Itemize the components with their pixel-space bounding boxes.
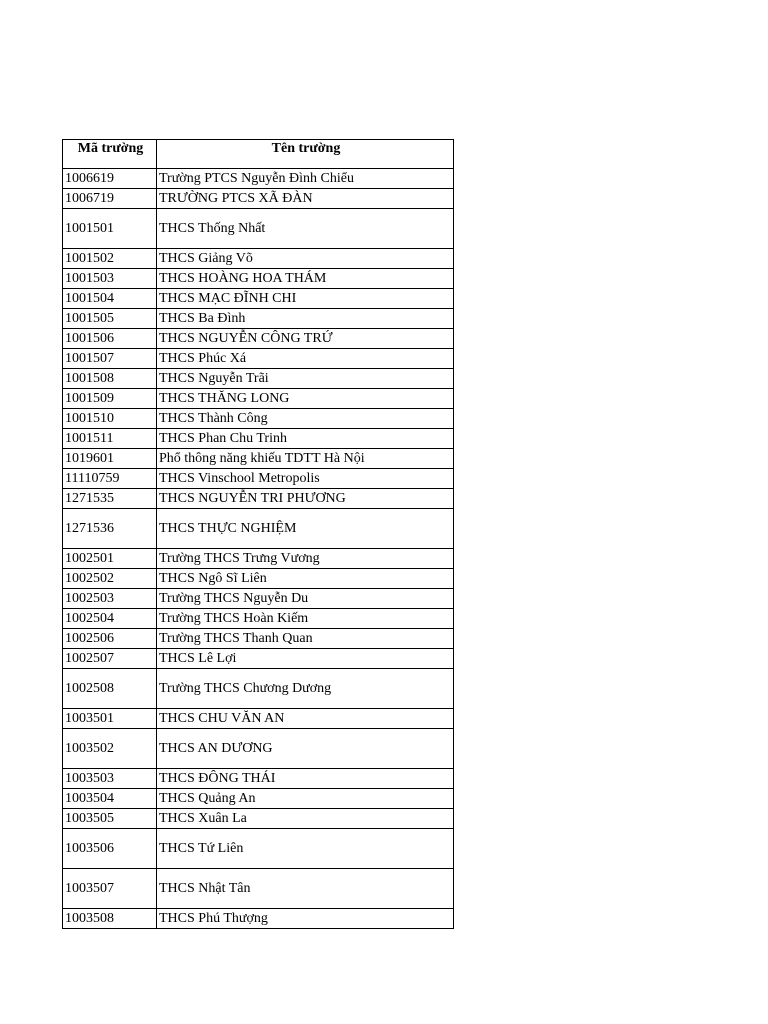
school-code-cell: 1006619 bbox=[63, 169, 157, 189]
school-name-cell: THCS Giảng Võ bbox=[157, 249, 454, 269]
school-code-cell: 1001509 bbox=[63, 389, 157, 409]
school-code-cell: 1003503 bbox=[63, 769, 157, 789]
school-name-cell: THCS Tứ Liên bbox=[157, 829, 454, 869]
school-name-cell: Trường PTCS Nguyễn Đình Chiểu bbox=[157, 169, 454, 189]
school-code-cell: 1002504 bbox=[63, 609, 157, 629]
school-code-cell: 1003502 bbox=[63, 729, 157, 769]
school-name-cell: THCS Thống Nhất bbox=[157, 209, 454, 249]
school-name-cell: THCS Phan Chu Trinh bbox=[157, 429, 454, 449]
table-row bbox=[63, 509, 454, 549]
table-row bbox=[63, 569, 454, 589]
table-row bbox=[63, 789, 454, 809]
table-body bbox=[63, 169, 454, 929]
table-row bbox=[63, 449, 454, 469]
table-row bbox=[63, 369, 454, 389]
school-code-cell: 1001504 bbox=[63, 289, 157, 309]
school-code-cell: 1001502 bbox=[63, 249, 157, 269]
school-code-cell: 1001501 bbox=[63, 209, 157, 249]
school-code-cell: 1002502 bbox=[63, 569, 157, 589]
school-name-cell: Phổ thông năng khiếu TDTT Hà Nội bbox=[157, 449, 454, 469]
table-header-row bbox=[63, 140, 454, 169]
school-code-cell: 1001511 bbox=[63, 429, 157, 449]
school-name-cell: THCS Phúc Xá bbox=[157, 349, 454, 369]
table-row bbox=[63, 869, 454, 909]
school-name-cell: THCS Ba Đình bbox=[157, 309, 454, 329]
table-row bbox=[63, 289, 454, 309]
table-row bbox=[63, 349, 454, 369]
school-name-cell: THCS ĐÔNG THÁI bbox=[157, 769, 454, 789]
table-row bbox=[63, 649, 454, 669]
school-code-cell: 11110759 bbox=[63, 469, 157, 489]
table-row bbox=[63, 389, 454, 409]
school-code-cell: 1002508 bbox=[63, 669, 157, 709]
table-row bbox=[63, 249, 454, 269]
header-school-code: Mã trường bbox=[63, 140, 157, 169]
table-row bbox=[63, 609, 454, 629]
school-code-cell: 1271535 bbox=[63, 489, 157, 509]
school-name-cell: THCS MẠC ĐĨNH CHI bbox=[157, 289, 454, 309]
school-name-cell: Trường THCS Chương Dương bbox=[157, 669, 454, 709]
school-name-cell: THCS NGUYỄN CÔNG TRỨ bbox=[157, 329, 454, 349]
school-name-cell: THCS NGUYỄN TRI PHƯƠNG bbox=[157, 489, 454, 509]
school-name-cell: THCS THĂNG LONG bbox=[157, 389, 454, 409]
school-name-cell: TRƯỜNG PTCS XÃ ĐÀN bbox=[157, 189, 454, 209]
table-row bbox=[63, 629, 454, 649]
table-row bbox=[63, 169, 454, 189]
school-code-cell: 1001506 bbox=[63, 329, 157, 349]
school-code-cell: 1003501 bbox=[63, 709, 157, 729]
school-code-cell: 1003504 bbox=[63, 789, 157, 809]
school-code-cell: 1271536 bbox=[63, 509, 157, 549]
school-name-cell: Trường THCS Nguyễn Du bbox=[157, 589, 454, 609]
table-row bbox=[63, 809, 454, 829]
school-name-cell: THCS Nguyễn Trãi bbox=[157, 369, 454, 389]
school-name-cell: THCS THỰC NGHIỆM bbox=[157, 509, 454, 549]
school-code-cell: 1019601 bbox=[63, 449, 157, 469]
school-name-cell: Trường THCS Trưng Vương bbox=[157, 549, 454, 569]
table-row bbox=[63, 769, 454, 789]
school-name-cell: THCS Vinschool Metropolis bbox=[157, 469, 454, 489]
school-code-cell: 1001507 bbox=[63, 349, 157, 369]
school-name-cell: THCS Thành Công bbox=[157, 409, 454, 429]
school-code-cell: 1002503 bbox=[63, 589, 157, 609]
school-code-cell: 1003507 bbox=[63, 869, 157, 909]
table-row bbox=[63, 549, 454, 569]
school-code-cell: 1003506 bbox=[63, 829, 157, 869]
school-code-cell: 1001508 bbox=[63, 369, 157, 389]
header-school-name: Tên trường bbox=[157, 140, 454, 169]
school-name-cell: THCS Lê Lợi bbox=[157, 649, 454, 669]
table-row bbox=[63, 329, 454, 349]
school-name-cell: THCS Ngô Sĩ Liên bbox=[157, 569, 454, 589]
school-code-cell: 1003508 bbox=[63, 909, 157, 929]
school-name-cell: THCS Nhật Tân bbox=[157, 869, 454, 909]
table-row bbox=[63, 829, 454, 869]
table-row bbox=[63, 309, 454, 329]
school-name-cell: Trường THCS Hoàn Kiếm bbox=[157, 609, 454, 629]
table-row bbox=[63, 589, 454, 609]
school-name-cell: THCS Xuân La bbox=[157, 809, 454, 829]
table-row bbox=[63, 909, 454, 929]
school-code-cell: 1001510 bbox=[63, 409, 157, 429]
table-row bbox=[63, 409, 454, 429]
school-code-cell: 1001503 bbox=[63, 269, 157, 289]
school-code-cell: 1002506 bbox=[63, 629, 157, 649]
table-row bbox=[63, 189, 454, 209]
table-row bbox=[63, 269, 454, 289]
school-name-cell: Trường THCS Thanh Quan bbox=[157, 629, 454, 649]
school-table bbox=[62, 139, 454, 929]
school-code-cell: 1001505 bbox=[63, 309, 157, 329]
table-row bbox=[63, 429, 454, 449]
table-row bbox=[63, 489, 454, 509]
table-row bbox=[63, 709, 454, 729]
school-code-cell: 1006719 bbox=[63, 189, 157, 209]
school-name-cell: THCS CHU VĂN AN bbox=[157, 709, 454, 729]
table-row bbox=[63, 209, 454, 249]
school-name-cell: THCS HOÀNG HOA THÁM bbox=[157, 269, 454, 289]
school-name-cell: THCS Phú Thượng bbox=[157, 909, 454, 929]
school-name-cell: THCS AN DƯƠNG bbox=[157, 729, 454, 769]
school-code-cell: 1002507 bbox=[63, 649, 157, 669]
school-name-cell: THCS Quảng An bbox=[157, 789, 454, 809]
table-row bbox=[63, 669, 454, 709]
table-row bbox=[63, 469, 454, 489]
school-code-cell: 1002501 bbox=[63, 549, 157, 569]
table-row bbox=[63, 729, 454, 769]
school-code-cell: 1003505 bbox=[63, 809, 157, 829]
